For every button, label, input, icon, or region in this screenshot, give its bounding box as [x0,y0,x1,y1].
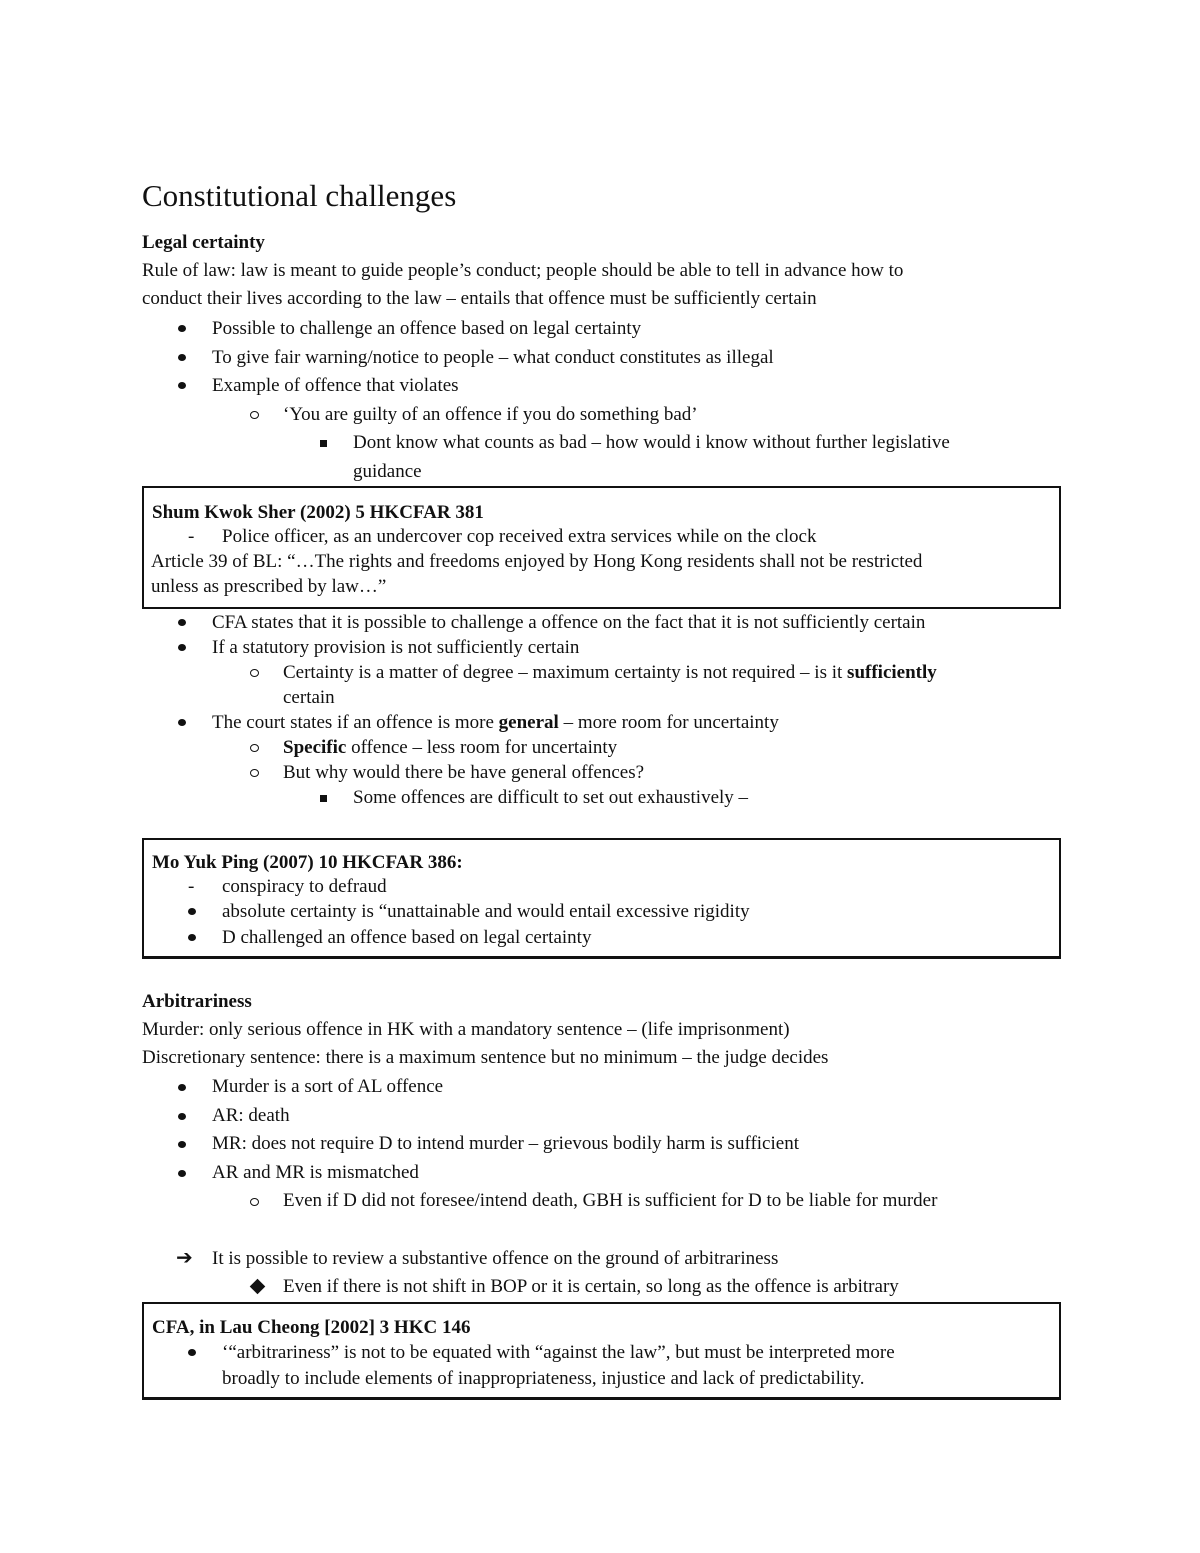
case-item-continuation: broadly to include elements of inappropriateness, injustice and lack of predictability. [222,1368,865,1389]
emphasis-text: general [498,712,559,733]
section-title-legal-certainty: Legal certainty [142,232,265,253]
bullet-icon [188,1349,196,1356]
intro-text-line-2: conduct their lives according to the law – entails that offence must be sufficiently certain [142,288,817,309]
list-item: ‘You are guilty of an offence if you do something bad’ [283,404,698,425]
intro-text-line-1: Rule of law: law is meant to guide people’s conduct; people should be able to tell in advance how to [142,260,904,281]
list-item: Example of offence that violates [212,375,459,396]
list-item: It is possible to review a substantive offence on the ground of arbitrariness [212,1248,779,1269]
case-title: CFA, in Lau Cheong [2002] 3 HKC 146 [152,1317,471,1338]
square-bullet-icon [320,440,327,447]
list-item: To give fair warning/notice to people – what conduct constitutes as illegal [212,347,774,368]
list-item-text: – more room for uncertainty [558,712,779,733]
bullet-icon [178,1170,186,1177]
list-item-continuation: certain [283,687,335,708]
bullet-icon [178,325,186,332]
case-item: D challenged an offence based on legal certainty [222,927,592,948]
hollow-bullet-icon [250,669,259,677]
page-title: Constitutional challenges [142,178,457,213]
list-item [283,660,937,686]
list-item: AR and MR is mismatched [212,1162,419,1183]
dash-bullet: - [188,876,195,897]
bullet-icon [178,644,186,651]
list-item-text: Certainty is a matter of degree – maximum certainty is not required – is it [283,662,848,683]
list-item-text: The court states if an offence is more [212,712,499,733]
list-item: Dont know what counts as bad – how would i know without further legislative [353,432,950,453]
list-item-text: offence – less room for uncertainty [346,737,618,758]
case-text-line-2: unless as prescribed by law…” [151,576,387,597]
square-bullet-icon [320,795,327,802]
case-item: absolute certainty is “unattainable and would entail excessive rigidity [222,901,750,922]
case-title: Mo Yuk Ping (2007) 10 HKCFAR 386: [152,852,463,873]
bullet-icon [178,719,186,726]
arrow-right-icon: ➔ [176,1247,193,1269]
bullet-icon [178,1084,186,1091]
list-item: Possible to challenge an offence based on legal certainty [212,318,642,339]
list-item: AR: death [212,1105,290,1126]
list-item-continuation: guidance [353,461,422,482]
bullet-icon [178,1141,186,1148]
bullet-icon [178,619,186,626]
list-item: MR: does not require D to intend murder – grievous bodily harm is sufficient [212,1133,799,1154]
case-title: Shum Kwok Sher (2002) 5 HKCFAR 381 [152,502,484,523]
bullet-icon [178,382,186,389]
emphasis-text: sufficiently [847,662,937,683]
bullet-icon [178,354,186,361]
list-item [212,710,779,736]
case-text-line-1: Article 39 of BL: “…The rights and freedoms enjoyed by Hong Kong residents shall not be restricted [151,551,923,572]
section-title-arbitrariness: Arbitrariness [142,991,252,1012]
dash-bullet: - [188,526,195,547]
hollow-bullet-icon [250,744,259,752]
list-item: CFA states that it is possible to challenge a offence on the fact that it is not sufficiently certain [212,612,926,633]
bullet-icon [188,908,196,915]
list-item: But why would there be have general offences? [283,762,645,783]
list-item: Murder is a sort of AL offence [212,1076,444,1097]
case-item: ‘“arbitrariness” is not to be equated with “against the law”, but must be interpreted more [222,1342,895,1363]
hollow-bullet-icon [250,769,259,777]
bullet-icon [178,1113,186,1120]
hollow-bullet-icon [250,1198,259,1206]
bullet-icon [188,934,196,941]
emphasis-text: Specific [283,737,347,758]
hollow-bullet-icon [250,411,259,419]
list-item: Some offences are difficult to set out exhaustively – [353,787,749,808]
diamond-bullet-icon [250,1279,266,1295]
list-item: If a statutory provision is not sufficiently certain [212,637,580,658]
list-item: Even if D did not foresee/intend death, GBH is sufficient for D to be liable for murder [283,1190,938,1211]
case-item: Police officer, as an undercover cop received extra services while on the clock [222,526,817,547]
list-item [283,735,617,761]
paragraph-line: Murder: only serious offence in HK with a mandatory sentence – (life imprisonment) [142,1019,790,1040]
list-item: Even if there is not shift in BOP or it is certain, so long as the offence is arbitrary [283,1276,899,1297]
paragraph-line: Discretionary sentence: there is a maximum sentence but no minimum – the judge decides [142,1047,829,1068]
case-item: conspiracy to defraud [222,876,387,897]
